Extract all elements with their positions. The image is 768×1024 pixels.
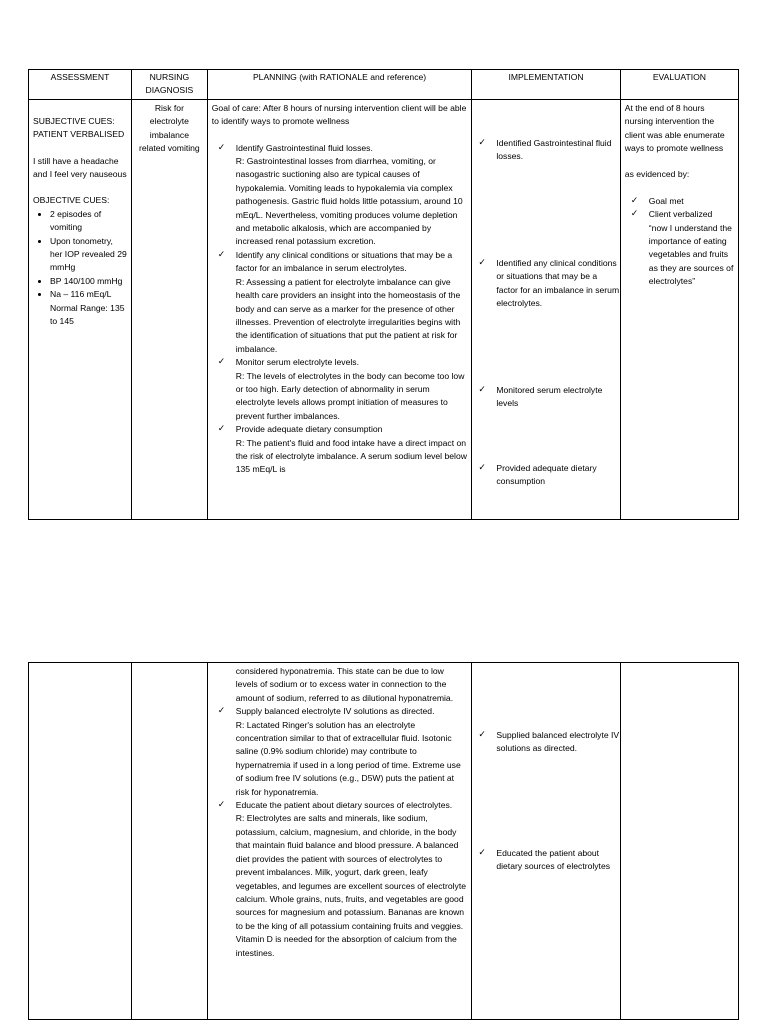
planning-action: Identify any clinical conditions or situations that may be a factor for an imbalance in serum electrolytes. bbox=[235, 249, 453, 274]
list-item: • Na – 116 mEq/L Normal Range: 135 to 145 bbox=[50, 288, 127, 328]
goal-of-care: Goal of care: After 8 hours of nursing intervention client will be able to identify ways to promote wellness bbox=[211, 102, 467, 127]
planning-rationale: R: Lactated Ringer's solution has an electrolyte concentration similar to that of extracellular fluid. Isotonic saline (0.9% sodium chloride) may contribute to hypernatremia if used in a long period of time. Extreme use of sodium free IV solutions (e.g., D5W) puts the patient at risk for hyponatremia. bbox=[235, 719, 461, 797]
planning-continued: considered hyponatremia. This state can be due to low levels of sodium or to excess water in connection to the amount of sodium, referred to as dilutional hyponatremia. bbox=[235, 666, 454, 703]
planning-action: Educate the patient about dietary sources of electrolytes. bbox=[235, 800, 453, 811]
objective-title: OBJECTIVE CUES: bbox=[33, 195, 110, 206]
implementation-item-1 bbox=[472, 137, 619, 164]
nursing-diagnosis-text: Risk for electrolyte imbalance related vomiting bbox=[139, 102, 200, 154]
objective-list bbox=[33, 208, 127, 329]
evaluation-checks bbox=[625, 195, 734, 289]
evaluation-cell bbox=[620, 663, 738, 1020]
list-item bbox=[212, 356, 468, 423]
evaluation-intro: At the end of 8 hours nursing intervention the client was able enumerate ways to promote wellness bbox=[624, 102, 725, 154]
list-item: ✓ Monitored serum electrolyte levels bbox=[472, 384, 619, 411]
care-plan-row bbox=[29, 663, 739, 1020]
implementation-item-5 bbox=[472, 729, 619, 756]
planning-rationale: R: Assessing a patient for electrolyte imbalance can give health care providers an insight into the homeostasis of the body and can serve as a marker for the presence of other illnesses. Prevention of electrolyte irregularities begins with the identification of situations that put the patient at risk for imbalance. bbox=[235, 276, 461, 354]
evaluation-client: Client verbalized bbox=[648, 209, 713, 220]
planning-action: Identify Gastrointestinal fluid losses. bbox=[235, 142, 373, 153]
list-item: ✓ Identified any clinical conditions or situations that may be a factor for an imbalance in serum electrolytes. bbox=[472, 257, 619, 311]
evaluation-quote: “now I understand the importance of eating vegetables and fruits as they are sources of electrolytes” bbox=[648, 222, 734, 287]
implementation-item-3 bbox=[472, 384, 619, 411]
list-item bbox=[212, 705, 468, 799]
list-item: ✓ Goal met bbox=[625, 195, 734, 208]
implementation-cell bbox=[472, 663, 620, 1020]
planning-action: Monitor serum electrolyte levels. bbox=[235, 357, 359, 368]
subjective-title: SUBJECTIVE CUES: bbox=[33, 115, 115, 126]
list-item bbox=[212, 249, 468, 356]
care-plan-table-page-2 bbox=[28, 662, 739, 1020]
header-implementation: IMPLEMENTATION bbox=[472, 70, 620, 100]
patient-quote: I still have a headache and I feel very nauseous bbox=[33, 155, 127, 180]
implementation-item-4 bbox=[472, 462, 619, 489]
planning-cell bbox=[207, 99, 472, 519]
list-item bbox=[212, 142, 468, 249]
care-plan-row bbox=[29, 99, 739, 519]
planning-rationale: R: The patient's fluid and food intake have a direct impact on the risk of electrolyte imbalance. A serum sodium level below 135 mEq/L is bbox=[235, 437, 467, 475]
list-item: ✓ Educated the patient about dietary sources of electrolytes bbox=[472, 847, 619, 874]
assessment-cell bbox=[29, 99, 132, 519]
planning-list bbox=[212, 705, 468, 960]
list-item bbox=[212, 423, 468, 477]
nursing-diagnosis-cell bbox=[132, 99, 208, 519]
list-item: ✓ Supplied balanced electrolyte IV solutions as directed. bbox=[472, 729, 619, 756]
header-evaluation: EVALUATION bbox=[620, 70, 738, 100]
planning-rationale: R: Electrolytes are salts and minerals, like sodium, potassium, calcium, magnesium, and chloride, in the body that maintain fluid balance and blood pressure. A balanced diet provides the patient with sources of electrolytes to prevent imbalances. Milk, yogurt, dark green, leafy vegetables, and legumes are excellent sources of electrolyte calcium. Whole grains, nuts, fruits, and vegetables are good sources for magnesium and potassium. Bananas are known to be the king of all potassium containing fruits and veggies. Vitamin D is needed for the absorption of calcium from the intestines. bbox=[235, 813, 467, 958]
list-item: • Upon tonometry, her IOP revealed 29 mmHg bbox=[50, 235, 127, 275]
list-item: • 2 episodes of vomiting bbox=[50, 208, 127, 235]
planning-list bbox=[212, 142, 468, 477]
care-plan-table-page-1 bbox=[28, 69, 739, 520]
planning-action: Supply balanced electrolyte IV solutions as directed. bbox=[235, 706, 435, 717]
implementation-item-2 bbox=[472, 257, 619, 311]
implementation-cell bbox=[472, 99, 620, 519]
planning-rationale: R: The levels of electrolytes in the body can become too low or too high. Early detection of abnormality in serum electrolyte levels allows prompt initiation of measures to prevent further imbalances. bbox=[235, 370, 465, 421]
header-row bbox=[29, 70, 739, 100]
header-assessment: ASSESSMENT bbox=[29, 70, 132, 100]
planning-rationale: R: Gastrointestinal losses from diarrhea, vomiting, or nasogastric suctioning also are typical causes of hypokalemia. Vomiting leads to hypokalemia via complex pathogenesis. Gastric fluid holds little potassium, around 10 mEq/L. Nevertheless, vomiting produces volume depletion and metabolic alkalosis, which are accompanied by increased renal potassium excretion. bbox=[235, 156, 463, 247]
evaluation-cell bbox=[620, 99, 738, 519]
list-item bbox=[625, 208, 734, 288]
list-item bbox=[212, 799, 468, 960]
assessment-cell bbox=[29, 663, 132, 1020]
patient-verbalised: PATIENT VERBALISED bbox=[33, 129, 125, 140]
header-planning: PLANNING (with RATIONALE and reference) bbox=[207, 70, 472, 100]
nursing-diagnosis-cell bbox=[132, 663, 208, 1020]
evaluation-evidenced: as evidenced by: bbox=[624, 169, 690, 180]
list-item: • BP 140/100 mmHg bbox=[50, 275, 127, 288]
implementation-item-6 bbox=[472, 847, 619, 874]
list-item: ✓ Identified Gastrointestinal fluid losses. bbox=[472, 137, 619, 164]
planning-cell bbox=[207, 663, 472, 1020]
planning-action: Provide adequate dietary consumption bbox=[235, 424, 383, 435]
header-nursing-diagnosis: NURSING DIAGNOSIS bbox=[132, 70, 208, 100]
list-item: ✓ Provided adequate dietary consumption bbox=[472, 462, 619, 489]
